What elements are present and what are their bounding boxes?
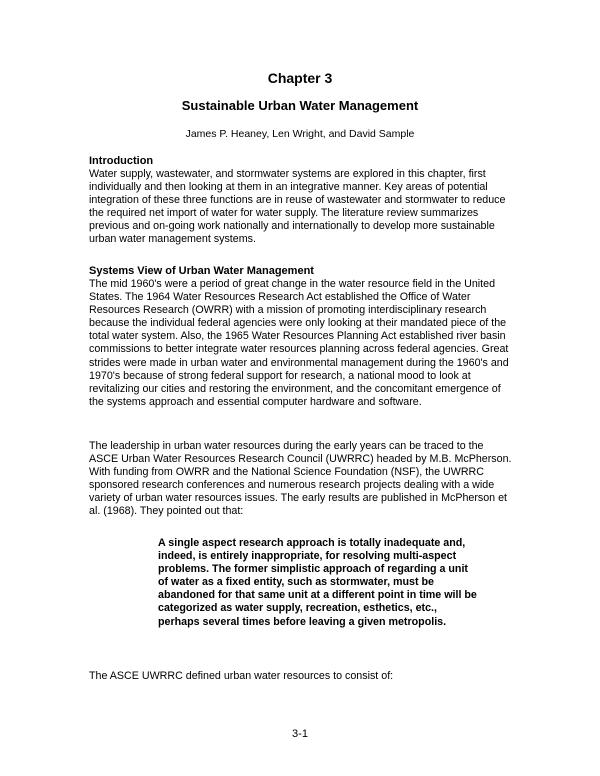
block-quote: A single aspect research approach is totally inadequate and, indeed, is entirely inappropriate, for resolving multi-aspect problems. The former simplistic approach of regarding a unit of water as a fixed entity, such as stormwater, must be abandoned for that same unit at a different point in time will be categorized as water supply, recreation, esthetics, etc., perhaps several times before leaving a given metropolis. [158, 537, 477, 628]
systems-view-paragraph: The mid 1960's were a period of great change in the water resource field in the United States. The 1964 Water Resources Research Act established the Office of Water Resources Research (OWRR) with a mission of promoting interdisciplinary research because the individual federal agencies were only looking at their mandated piece of the total water system. Also, the 1965 Water Resources Planning Act established river basin commissions to better integrate water resources planning across federal agencies. Great strides were made in urban water and environmental management during the 1960's and 1970's because of strong federal support for research, a national mood to look at revitalizing our cities and restoring the environment, and the concomitant emergence of the systems approach and essential computer hardware and software. [89, 278, 509, 408]
closing-paragraph: The ASCE UWRRC defined urban water resources to consist of: [89, 670, 394, 682]
leadership-paragraph: The leadership in urban water resources during the early years can be traced to the ASCE Urban Water Resources Research Council (UWRRC) headed by M.B. McPherson. With funding from OWRR and the National Science Foundation (NSF), the UWRRC sponsored research conferences and numerous research projects dealing with a wide variety of urban water resources issues. The early results are published in McPherson et al. (1968). They pointed out that: [89, 440, 512, 518]
chapter-label: Chapter 3 [267, 70, 333, 86]
introduction-paragraph: Water supply, wastewater, and stormwater systems are explored in this chapter, first individually and then looking at them in an integrative manner. Key areas of potential integration of these three functions are in reuse of wastewater and stormwater to reduce the required net import of water for water supply. The literature review summarizes previous and on-going work nationally and internationally to develop more sustainable urban water management systems. [89, 168, 506, 246]
authors-line: James P. Heaney, Len Wright, and David Sample [185, 128, 415, 140]
introduction-heading: Introduction [89, 155, 154, 167]
chapter-title: Sustainable Urban Water Management [181, 98, 419, 113]
systems-view-heading: Systems View of Urban Water Management [89, 265, 314, 277]
page-number: 3-1 [292, 728, 308, 740]
